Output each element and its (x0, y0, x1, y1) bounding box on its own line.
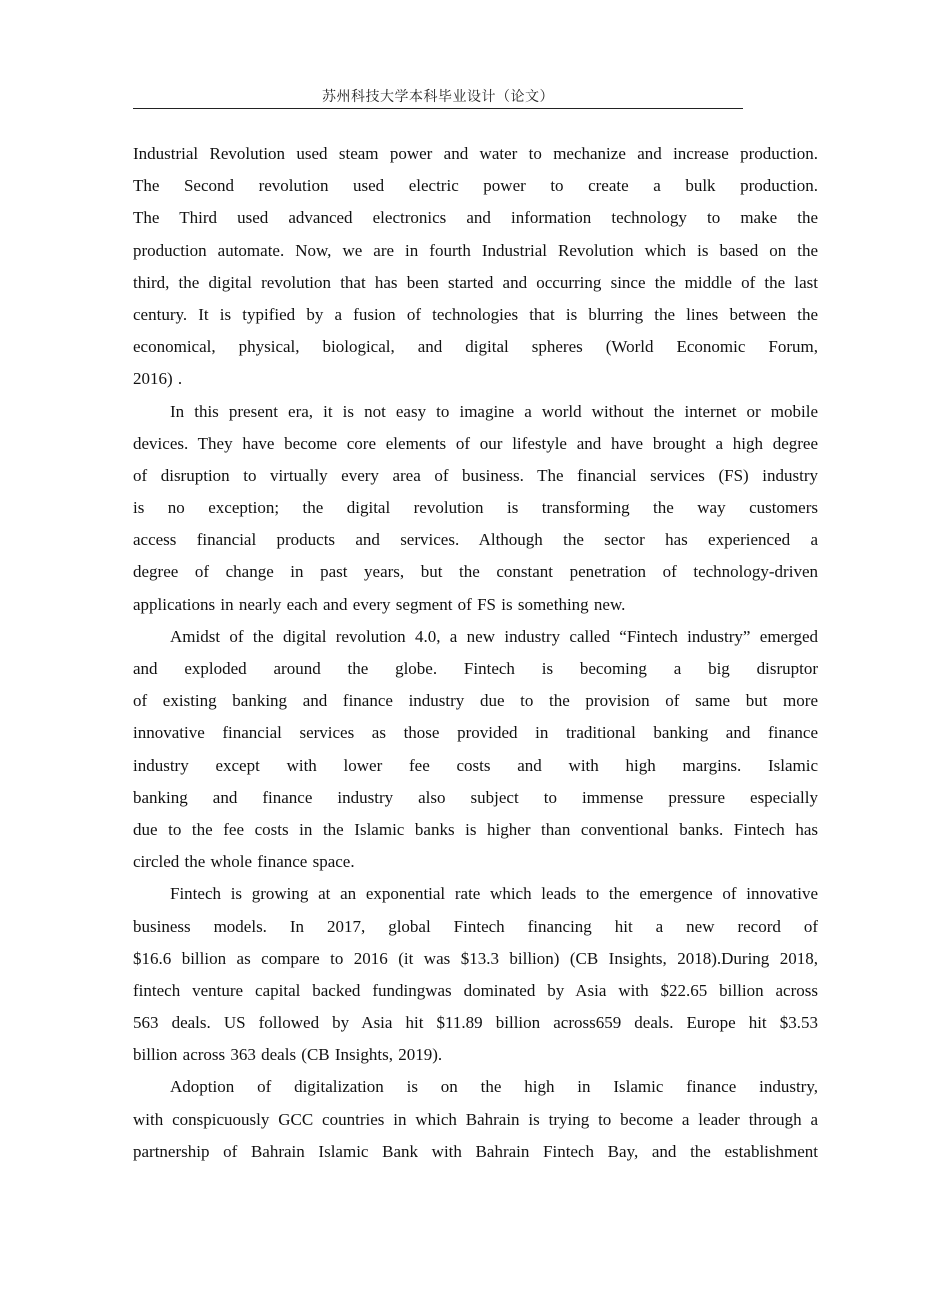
text-line: access financial products and services. Although the sector has experienced a (133, 530, 818, 550)
document-body (133, 138, 818, 1168)
text-line: of existing banking and finance industry due to the provision of same but more (133, 691, 818, 711)
page-header (133, 86, 743, 109)
text-line: innovative financial services as those provided in traditional banking and finance (133, 723, 818, 743)
text-line: 563 deals. US followed by Asia hit $11.89 billion across659 deals. Europe hit $3.53 (133, 1013, 818, 1033)
text-line: devices. They have become core elements of our lifestyle and have brought a high degree (133, 433, 818, 453)
paragraph-3 (133, 621, 818, 879)
text-line: circled the whole finance space. (133, 852, 355, 872)
text-line: Amidst of the digital revolution 4.0, a new industry called “Fintech industry” emerged (170, 626, 818, 646)
text-line: economical, physical, biological, and digital spheres (World Economic Forum, (133, 337, 818, 357)
text-line: of disruption to virtually every area of business. The financial services (FS) industry (133, 465, 818, 485)
text-line: industry except with lower fee costs and with high margins. Islamic (133, 755, 818, 775)
text-line: is no exception; the digital revolution is transforming the way customers (133, 498, 818, 518)
text-line: Industrial Revolution used steam power and water to mechanize and increase production. (133, 144, 818, 163)
text-line: $16.6 billion as compare to 2016 (it was $13.3 billion) (CB Insights, 2018).During 2018, (133, 948, 818, 968)
text-line: fintech venture capital backed fundingwas dominated by Asia with $22.65 billion across (133, 980, 818, 1000)
header-title: 苏州科技大学本科毕业设计（论文） (322, 89, 554, 105)
text-line: and exploded around the globe. Fintech is becoming a big disruptor (133, 659, 818, 678)
text-line: with conspicuously GCC countries in which Bahrain is trying to become a leader through a (133, 1109, 818, 1129)
text-line: degree of change in past years, but the constant penetration of technology-driven (133, 562, 818, 582)
text-line: production automate. Now, we are in fourth Industrial Revolution which is based on the (133, 240, 818, 260)
text-line: applications in nearly each and every segment of FS is something new. (133, 594, 626, 614)
text-line: business models. In 2017, global Fintech financing hit a new record of (133, 916, 818, 936)
text-line: The Third used advanced electronics and information technology to make the (133, 208, 818, 228)
text-line: billion across 363 deals (CB Insights, 2019). (133, 1045, 443, 1065)
text-line: century. It is typified by a fusion of technologies that is blurring the lines between the (133, 304, 818, 324)
text-line: Fintech is growing at an exponential rate which leads to the emergence of innovative (170, 884, 818, 904)
text-line: 2016) . (133, 369, 183, 389)
paragraph-4 (133, 878, 818, 1071)
paragraph-5 (133, 1071, 818, 1168)
text-line: banking and finance industry also subject to immense pressure especially (133, 787, 818, 807)
paragraph-1 (133, 138, 818, 396)
text-line: due to the fee costs in the Islamic banks is higher than conventional banks. Fintech has (133, 819, 818, 839)
text-line: Adoption of digitalization is on the high in Islamic finance industry, (170, 1077, 818, 1097)
text-line: The Second revolution used electric power to create a bulk production. (133, 176, 818, 196)
paragraph-2 (133, 396, 818, 621)
text-line: partnership of Bahrain Islamic Bank with Bahrain Fintech Bay, and the establishment (133, 1141, 818, 1161)
text-line: In this present era, it is not easy to imagine a world without the internet or mobile (170, 401, 818, 421)
text-line: third, the digital revolution that has been started and occurring since the middle of the last (133, 272, 818, 292)
